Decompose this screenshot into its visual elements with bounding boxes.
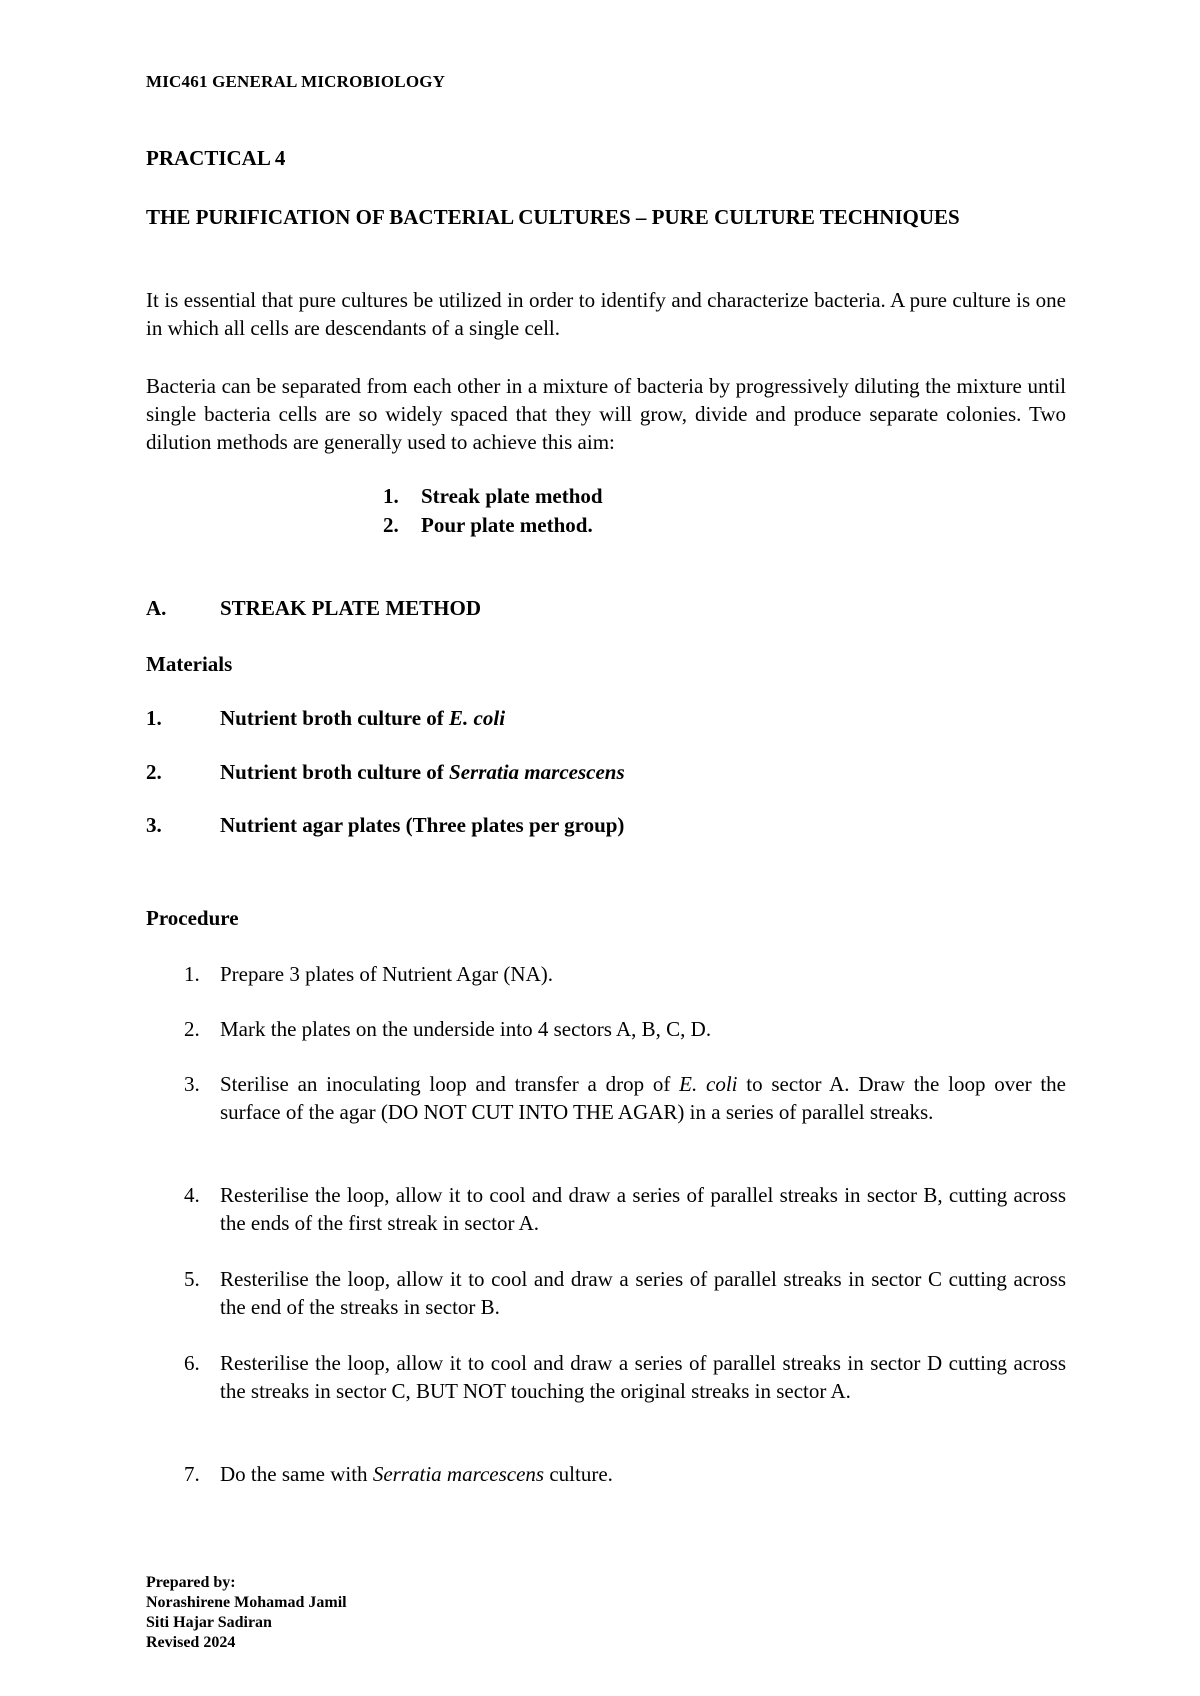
practical-label: PRACTICAL 4 [146,146,286,170]
step-number: 1. [184,962,200,986]
step-text: Mark the plates on the underside into 4 sectors A, B, C, D. [220,1017,712,1041]
method-label: Pour plate method. [421,513,593,537]
step-number: 3. [184,1072,200,1096]
step-number: 7. [184,1462,200,1486]
method-item [383,482,603,511]
method-item [383,511,603,540]
footer-credits [146,1573,347,1653]
procedure-step [146,1460,1066,1488]
author-name: Norashirene Mohamad Jamil [146,1594,347,1611]
step-number: 4. [184,1183,200,1207]
procedure-step [146,1070,1066,1126]
procedure-heading: Procedure [146,906,239,930]
section-title: STREAK PLATE METHOD [220,596,481,620]
section-letter: A. [146,596,167,620]
material-text: Nutrient broth culture of Serratia marcescens [220,760,625,784]
step-text: Resterilise the loop, allow it to cool and draw a series of parallel streaks in sector D cutting across the streaks in sector C, BUT NOT touching the original streaks in sector A. [220,1351,1066,1403]
materials-heading: Materials [146,652,233,676]
material-number: 1. [146,706,162,730]
method-number: 2. [383,513,399,537]
material-number: 2. [146,760,162,784]
material-text: Nutrient agar plates (Three plates per group) [220,813,625,837]
method-number: 1. [383,484,399,508]
intro-paragraph-2: Bacteria can be separated from each other in a mixture of bacteria by progressively diluting the mixture until single bacteria cells are so widely spaced that they will grow, divide and produce separate colonies. Two dilution methods are generally used to achieve this aim: [146,374,1066,454]
course-header: MIC461 GENERAL MICROBIOLOGY [146,72,446,91]
method-label: Streak plate method [421,484,603,508]
procedure-step [146,1015,1066,1043]
step-number: 5. [184,1267,200,1291]
revision-note: Revised 2024 [146,1634,236,1651]
material-item [146,706,505,731]
step-text: Resterilise the loop, allow it to cool and draw a series of parallel streaks in sector B, cutting across the ends of the first streak in sector A. [220,1183,1066,1235]
step-number: 6. [184,1351,200,1375]
methods-list [383,482,603,540]
material-number: 3. [146,813,162,837]
step-number: 2. [184,1017,200,1041]
author-name: Siti Hajar Sadiran [146,1614,272,1631]
step-text: Prepare 3 plates of Nutrient Agar (NA). [220,962,553,986]
section-a-heading [146,596,481,621]
procedure-step [146,1181,1066,1237]
procedure-step [146,1349,1066,1405]
material-text: Nutrient broth culture of E. coli [220,706,506,730]
step-text: Do the same with Serratia marcescens culture. [220,1462,613,1486]
page-title: THE PURIFICATION OF BACTERIAL CULTURES – PURE CULTURE TECHNIQUES [146,205,960,229]
step-text: Resterilise the loop, allow it to cool and draw a series of parallel streaks in sector C cutting across the end of the streaks in sector B. [220,1267,1066,1319]
procedure-step [146,1265,1066,1321]
prepared-by-label: Prepared by: [146,1574,236,1591]
material-item [146,813,624,838]
intro-paragraph-1: It is essential that pure cultures be utilized in order to identify and characterize bacteria. A pure culture is one in which all cells are descendants of a single cell. [146,288,1066,340]
step-text: Sterilise an inoculating loop and transfer a drop of E. coli to sector A. Draw the loop over the surface of the agar (DO NOT CUT INTO THE AGAR) in a series of parallel streaks. [220,1072,1066,1124]
procedure-step [146,960,1066,988]
material-item [146,760,625,785]
